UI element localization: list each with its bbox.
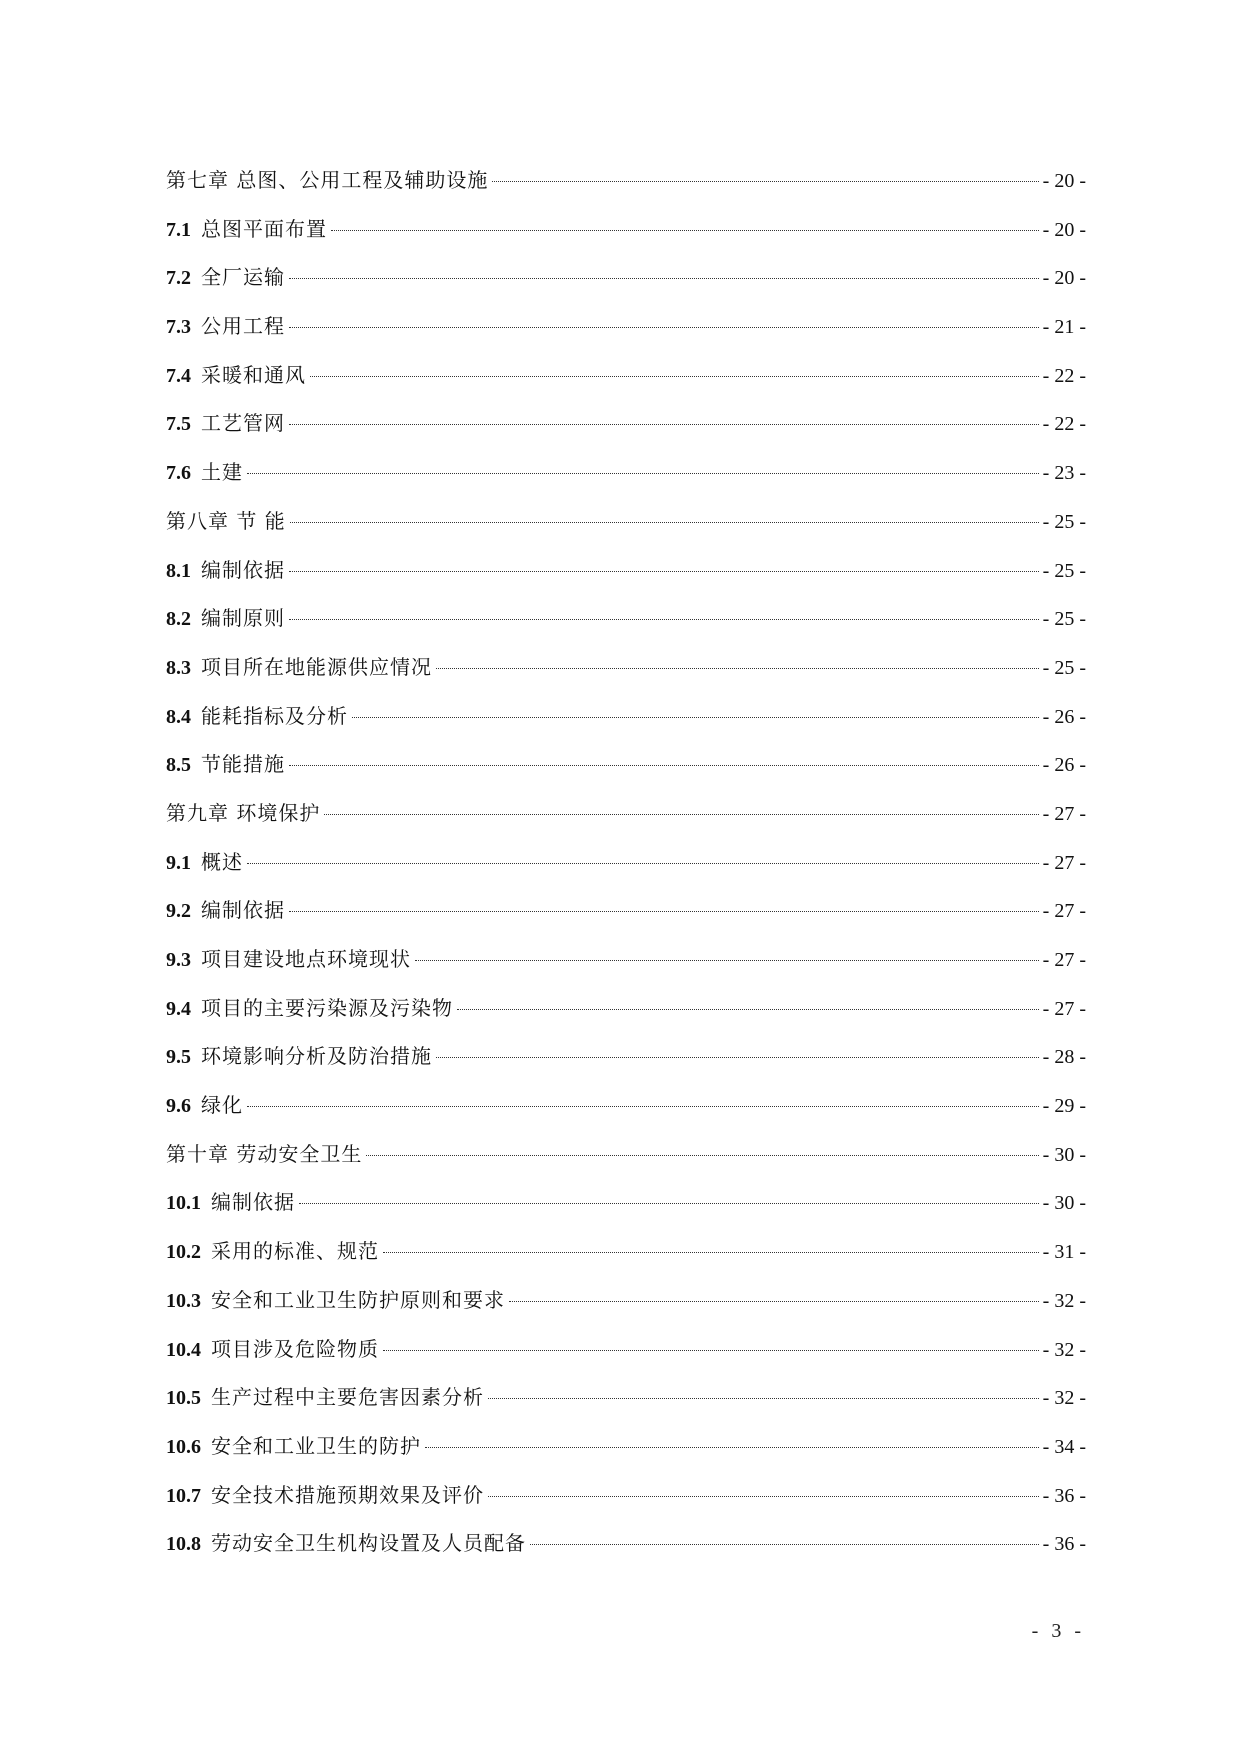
toc-entry[interactable] xyxy=(166,1531,1086,1580)
toc-section-number: 10.7 xyxy=(166,1484,201,1507)
toc-page-number: - 26 - xyxy=(1042,705,1086,728)
toc-section-title: 概述 xyxy=(201,849,243,874)
toc-entry-label xyxy=(166,411,285,436)
toc-section-number: 10.1 xyxy=(166,1192,201,1215)
toc-section-title: 项目所在地能源供应情况 xyxy=(201,654,432,679)
toc-page-number: - 36 - xyxy=(1042,1484,1086,1507)
toc-entry[interactable] xyxy=(166,996,1086,1045)
toc-entry[interactable] xyxy=(166,460,1086,509)
toc-page-number: - 30 - xyxy=(1042,1192,1086,1215)
toc-page-number: - 25 - xyxy=(1042,510,1086,533)
toc-page-number: - 20 - xyxy=(1042,218,1086,241)
toc-dot-leader xyxy=(324,814,1038,815)
toc-entry[interactable] xyxy=(166,704,1086,753)
toc-section-number: 9.1 xyxy=(166,851,191,874)
toc-page-number: - 32 - xyxy=(1042,1289,1086,1312)
toc-page-number: - 20 - xyxy=(1042,267,1086,290)
toc-dot-leader xyxy=(530,1544,1039,1545)
toc-page-number: - 26 - xyxy=(1042,754,1086,777)
toc-section-number: 7.2 xyxy=(166,267,191,290)
footer-page-number: - 3 - xyxy=(1031,1620,1085,1642)
toc-dot-leader xyxy=(436,668,1039,669)
toc-section-title: 第九章 环境保护 xyxy=(166,800,321,825)
toc-dot-leader xyxy=(247,863,1039,864)
toc-entry[interactable] xyxy=(166,898,1086,947)
toc-entry[interactable] xyxy=(166,606,1086,655)
toc-entry[interactable] xyxy=(166,1434,1086,1483)
toc-page-number: - 32 - xyxy=(1042,1387,1086,1410)
toc-section-number: 9.2 xyxy=(166,900,191,923)
toc-section-number: 7.5 xyxy=(166,413,191,436)
toc-dot-leader xyxy=(289,571,1039,572)
toc-entry[interactable] xyxy=(166,411,1086,460)
toc-dot-leader xyxy=(383,1252,1039,1253)
toc-page-number: - 28 - xyxy=(1042,1046,1086,1069)
toc-entry[interactable] xyxy=(166,363,1086,412)
toc-page-number: - 27 - xyxy=(1042,802,1086,825)
toc-section-number: 8.5 xyxy=(166,754,191,777)
toc-dot-leader xyxy=(366,1155,1038,1156)
toc-page-number: - 25 - xyxy=(1042,656,1086,679)
toc-dot-leader xyxy=(289,765,1039,766)
toc-section-number: 10.6 xyxy=(166,1435,201,1458)
toc-page-number: - 27 - xyxy=(1042,851,1086,874)
toc-dot-leader xyxy=(289,278,1039,279)
toc-entry-label xyxy=(166,1531,526,1556)
toc-section-number: 10.4 xyxy=(166,1338,201,1361)
toc-dot-leader xyxy=(415,960,1039,961)
toc-dot-leader xyxy=(436,1057,1039,1058)
toc-section-title: 安全和工业卫生的防护 xyxy=(211,1433,421,1458)
toc-section-title: 编制依据 xyxy=(211,1190,295,1215)
toc-dot-leader xyxy=(289,327,1039,328)
toc-page-number: - 25 - xyxy=(1042,559,1086,582)
toc-section-title: 项目建设地点环境现状 xyxy=(201,947,411,971)
toc-section-title: 土建 xyxy=(201,460,243,485)
toc-entry-label xyxy=(166,1093,243,1118)
toc-section-title: 全厂运输 xyxy=(201,265,285,290)
toc-page-number: - 32 - xyxy=(1042,1338,1086,1361)
toc-dot-leader xyxy=(247,473,1039,474)
toc-section-title: 采暖和通风 xyxy=(201,362,306,387)
toc-page-number: - 22 - xyxy=(1042,364,1086,387)
toc-section-title: 安全技术措施预期效果及评价 xyxy=(211,1482,484,1507)
toc-entry-label xyxy=(166,1337,379,1362)
toc-section-number: 7.1 xyxy=(166,218,191,241)
toc-page-number: - 23 - xyxy=(1042,462,1086,485)
toc-section-number: 10.5 xyxy=(166,1387,201,1410)
toc-section-number: 10.2 xyxy=(166,1241,201,1264)
toc-entry[interactable] xyxy=(166,801,1086,850)
toc-dot-leader xyxy=(488,1496,1039,1497)
toc-page-number: - 22 - xyxy=(1042,413,1086,436)
toc-entry-label xyxy=(166,1385,484,1410)
toc-entry-label xyxy=(166,363,306,388)
toc-entry-label xyxy=(166,168,488,192)
toc-section-title: 第七章 总图、公用工程及辅助设施 xyxy=(166,168,489,192)
toc-section-number: 7.6 xyxy=(166,462,191,485)
table-of-contents xyxy=(166,168,1086,1580)
toc-page-number: - 30 - xyxy=(1042,1143,1086,1166)
toc-dot-leader xyxy=(457,1009,1039,1010)
toc-dot-leader xyxy=(425,1447,1039,1448)
toc-section-number: 9.6 xyxy=(166,1095,191,1118)
toc-page-number: - 31 - xyxy=(1042,1241,1086,1264)
toc-section-title: 第八章 节 能 xyxy=(166,508,286,533)
toc-entry[interactable] xyxy=(166,558,1086,607)
toc-entry-label xyxy=(166,1483,484,1508)
toc-entry-label xyxy=(166,558,285,583)
toc-entry[interactable] xyxy=(166,1483,1086,1532)
toc-entry-label xyxy=(166,509,286,533)
toc-entry[interactable] xyxy=(166,655,1086,704)
toc-section-number: 8.3 xyxy=(166,656,191,679)
toc-section-title: 安全和工业卫生防护原则和要求 xyxy=(211,1287,505,1312)
toc-entry-label xyxy=(166,1288,505,1313)
toc-entry[interactable] xyxy=(166,1093,1086,1142)
toc-entry[interactable] xyxy=(166,1288,1086,1337)
toc-entry[interactable] xyxy=(166,1044,1086,1093)
toc-dot-leader xyxy=(247,1106,1039,1107)
toc-section-title: 劳动安全卫生机构设置及人员配备 xyxy=(211,1531,526,1556)
toc-section-title: 工艺管网 xyxy=(201,411,285,436)
toc-section-number: 9.4 xyxy=(166,997,191,1020)
toc-entry-label xyxy=(166,850,243,875)
toc-dot-leader xyxy=(352,717,1039,718)
toc-entry[interactable] xyxy=(166,509,1086,558)
toc-page-number: - 27 - xyxy=(1042,997,1086,1020)
toc-page-number: - 20 - xyxy=(1042,170,1086,192)
toc-section-number: 9.5 xyxy=(166,1046,191,1069)
toc-entry[interactable] xyxy=(166,168,1086,217)
toc-entry-label xyxy=(166,947,411,972)
toc-entry[interactable] xyxy=(166,850,1086,899)
toc-entry[interactable] xyxy=(166,314,1086,363)
toc-entry-label xyxy=(166,460,243,485)
toc-section-title: 能耗指标及分析 xyxy=(201,703,348,728)
toc-section-number: 8.4 xyxy=(166,705,191,728)
toc-entry-label xyxy=(166,217,327,242)
toc-entry-label xyxy=(166,606,285,631)
toc-section-number: 9.3 xyxy=(166,949,191,971)
toc-page-number: - 25 - xyxy=(1042,608,1086,631)
toc-entry[interactable] xyxy=(166,1337,1086,1386)
toc-section-title: 节能措施 xyxy=(201,752,285,777)
toc-section-title: 绿化 xyxy=(201,1093,243,1118)
toc-entry-label xyxy=(166,1044,432,1069)
toc-section-title: 总图平面布置 xyxy=(201,216,327,241)
toc-section-title: 项目的主要污染源及污染物 xyxy=(201,995,453,1020)
toc-section-title: 第十章 劳动安全卫生 xyxy=(166,1141,363,1166)
toc-section-number: 8.2 xyxy=(166,608,191,631)
toc-entry-label xyxy=(166,265,285,290)
toc-section-title: 编制依据 xyxy=(201,557,285,582)
toc-entry-label xyxy=(166,314,285,339)
toc-page-number: - 27 - xyxy=(1042,900,1086,923)
toc-page-number: - 34 - xyxy=(1042,1435,1086,1458)
toc-section-number: 10.8 xyxy=(166,1533,201,1556)
toc-section-title: 环境影响分析及防治措施 xyxy=(201,1044,432,1069)
toc-dot-leader xyxy=(290,522,1039,523)
toc-entry-label xyxy=(166,898,285,923)
toc-entry[interactable] xyxy=(166,1190,1086,1239)
toc-dot-leader xyxy=(492,181,1038,182)
toc-entry-label xyxy=(166,996,453,1021)
toc-entry[interactable] xyxy=(166,752,1086,801)
toc-entry-label xyxy=(166,801,320,825)
toc-dot-leader xyxy=(331,230,1039,231)
toc-entry-label xyxy=(166,1239,379,1264)
toc-dot-leader xyxy=(488,1398,1039,1399)
toc-section-title: 编制原则 xyxy=(201,606,285,631)
toc-entry[interactable] xyxy=(166,265,1086,314)
toc-dot-leader xyxy=(310,376,1039,377)
toc-section-title: 项目涉及危险物质 xyxy=(211,1336,379,1361)
toc-entry-label xyxy=(166,1434,421,1459)
toc-entry-label xyxy=(166,655,432,680)
toc-section-number: 7.3 xyxy=(166,316,191,339)
toc-entry-label xyxy=(166,1190,295,1215)
toc-entry[interactable] xyxy=(166,1239,1086,1288)
toc-entry[interactable] xyxy=(166,947,1086,996)
toc-entry-label xyxy=(166,704,348,729)
toc-dot-leader xyxy=(509,1301,1039,1302)
toc-section-number: 10.3 xyxy=(166,1289,201,1312)
toc-section-number: 8.1 xyxy=(166,559,191,582)
toc-dot-leader xyxy=(289,619,1039,620)
toc-section-title: 编制依据 xyxy=(201,898,285,923)
toc-section-title: 公用工程 xyxy=(201,314,285,339)
toc-entry-label xyxy=(166,1142,362,1166)
toc-section-title: 采用的标准、规范 xyxy=(211,1239,379,1264)
toc-page-number: - 36 - xyxy=(1042,1533,1086,1556)
toc-page-number: - 27 - xyxy=(1042,949,1086,971)
toc-entry[interactable] xyxy=(166,1142,1086,1191)
toc-page-number: - 29 - xyxy=(1042,1095,1086,1118)
toc-section-title: 生产过程中主要危害因素分析 xyxy=(211,1385,484,1410)
toc-dot-leader xyxy=(289,424,1039,425)
toc-entry-label xyxy=(166,752,285,777)
toc-dot-leader xyxy=(289,911,1039,912)
toc-section-number: 7.4 xyxy=(166,364,191,387)
toc-entry[interactable] xyxy=(166,217,1086,266)
toc-dot-leader xyxy=(383,1350,1039,1351)
toc-entry[interactable] xyxy=(166,1385,1086,1434)
toc-dot-leader xyxy=(299,1203,1039,1204)
toc-page-number: - 21 - xyxy=(1042,316,1086,339)
